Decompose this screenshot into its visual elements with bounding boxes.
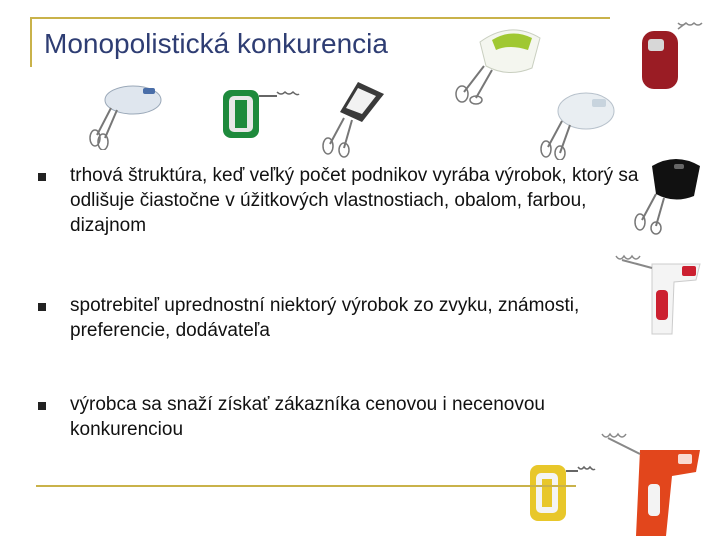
- bullet-item: [38, 293, 658, 343]
- bottom-divider: [36, 485, 576, 487]
- bullet-square-icon: [38, 173, 46, 181]
- hand-mixer-icon: [630, 15, 710, 95]
- title-frame-line: [30, 17, 610, 19]
- hand-mixer-icon: [440, 20, 550, 105]
- bullet-text: spotrebiteľ uprednostní niektorý výrobok zo zvyku, známosti, preferencie, dodávateľa: [70, 295, 580, 341]
- title-frame-line-left: [30, 17, 32, 67]
- bullet-square-icon: [38, 303, 46, 311]
- hand-mixer-icon: [215, 82, 305, 142]
- hand-mixer-icon: [318, 78, 398, 158]
- bullet-text: trhová štruktúra, keď veľký počet podnikov vyrába výrobok, ktorý sa odlišuje čiastočne v úžitkových vlastnostiach, obalom, farbou, dizajnom: [70, 165, 639, 236]
- bullet-text: výrobca sa snaží získať zákazníka cenovou i necenovou konkurenciou: [70, 394, 545, 440]
- bullet-item: [38, 163, 658, 238]
- hand-mixer-icon: [85, 80, 165, 150]
- hand-mixer-icon: [520, 455, 600, 525]
- bullet-item: [38, 392, 658, 442]
- slide-title: Monopolistická konkurencia: [44, 28, 388, 59]
- hand-mixer-icon: [600, 428, 710, 540]
- bullet-square-icon: [38, 402, 46, 410]
